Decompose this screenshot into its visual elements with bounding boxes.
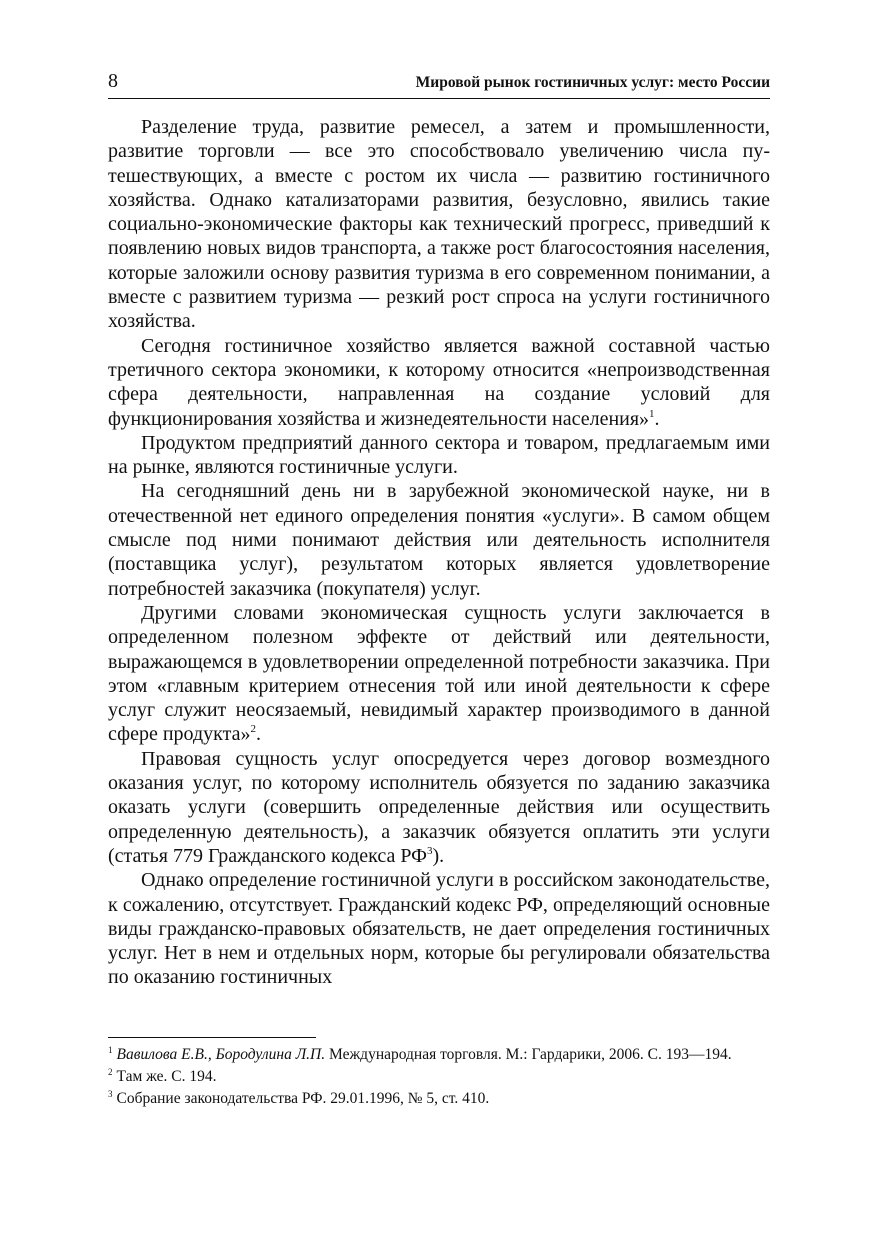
paragraph-text: Другими словами экономическая сущность услуги заключается в определенном полезном эффекте от действий или деятельности, выражающемся в удовлетворении определенной потребности заказчика. При этом «главным критерием отнесения той или иной деятельности к сфере услуг служит неосязаемый, невидимый характер производимого в данной сфере продукта» xyxy=(108,601,770,746)
paragraph-text: Продуктом предприятий данного сектора и товаром, предлагаемым ими на рынке, являются гостиничные услуги. xyxy=(108,431,770,479)
paragraph xyxy=(108,479,770,600)
paragraph-text: На сегодняшний день ни в зарубежной экономической науке, ни в отечественной нет единого определения понятия «услуги». В самом общем смысле под ними понимают действия или деятельность исполнителя (поставщика услуг), результатом которых является удовлетворение потребностей заказчика (покупателя) услуг. xyxy=(108,480,770,600)
footnote-number: 1 xyxy=(108,1045,113,1055)
paragraph-tail: . xyxy=(255,723,261,746)
footnote-text: Собрание законодательства РФ. 29.01.1996, № 5, ст. 410. xyxy=(116,1090,490,1107)
paragraph-tail: ). xyxy=(432,844,445,867)
paragraph-text: Однако определение гостиничной услуги в российском законодательстве, к сожалению, отсутствует. Гражданский кодекс РФ, определяющий основные виды гражданско-правовых обязательств, не дает определения гостиничных услуг. Нет в нем и отдельных норм, которые бы регулировали обязательства по оказанию гостиничных xyxy=(108,869,770,989)
footnote-ref[interactable]: 3 xyxy=(426,844,433,857)
paragraph xyxy=(108,601,770,747)
footnote-number: 3 xyxy=(108,1089,113,1099)
footnote xyxy=(108,1044,770,1066)
paragraph xyxy=(108,868,770,989)
footnote-ref[interactable]: 2 xyxy=(250,723,256,736)
page xyxy=(108,70,770,990)
paragraph-text: Разделение труда, развитие ремесел, а затем и промышленности, развитие торговли — все это способствовало увеличению числа путешествующих, а вместе с ростом их числа — развитию гостиничного хозяйства. Однако катализаторами развития, безусловно, явились такие социально-экономические факторы как технический прогресс, приведший к появлению новых видов транспорта, а также рост благосостояния населения, которые заложили основу развития туризма в его современном понимании, а вместе с развитием туризма — резкий рост спроса на услуги гостиничного хозяйства. xyxy=(108,116,770,333)
paragraph-tail: . xyxy=(654,407,660,430)
footnote-authors: Вавилова Е.В., Бородулина Л.П. xyxy=(116,1046,326,1063)
paragraph xyxy=(108,115,770,334)
footnote-number: 2 xyxy=(108,1067,113,1077)
footnote-text: Там же. С. 194. xyxy=(116,1068,217,1085)
footnote xyxy=(108,1066,770,1088)
footnote-divider xyxy=(108,1037,316,1038)
footnote-ref[interactable]: 1 xyxy=(649,407,655,420)
body-text xyxy=(108,115,770,990)
footnote xyxy=(108,1088,770,1110)
paragraph xyxy=(108,431,770,480)
paragraph-text: Правовая сущность услуг опосредуется через договор возмездного оказания услуг, по которому исполнитель обязуется по заданию заказчика оказать услуги (совершить определенные действия или осуществить определенную деятельность), а заказчик обязуется оплатить эти услуги (статья 779 Гражданского кодекса РФ xyxy=(108,747,770,867)
running-header xyxy=(108,70,770,99)
paragraph xyxy=(108,747,770,868)
paragraph-text: Сегодня гостиничное хозяйство является важной составной частью третичного сектора экономики, к которому относится «непроизводственная сфера деятельности, направленная на создание условий для функционирования хозяйства и жизнедеятельности населения» xyxy=(108,334,770,430)
footnote-text: Международная торговля. М.: Гардарики, 2006. С. 193—194. xyxy=(325,1046,732,1063)
paragraph xyxy=(108,334,770,431)
footnotes xyxy=(108,1044,770,1110)
page-number: 8 xyxy=(108,70,118,92)
running-title: Мировой рынок гостиничных услуг: место России xyxy=(415,74,770,91)
